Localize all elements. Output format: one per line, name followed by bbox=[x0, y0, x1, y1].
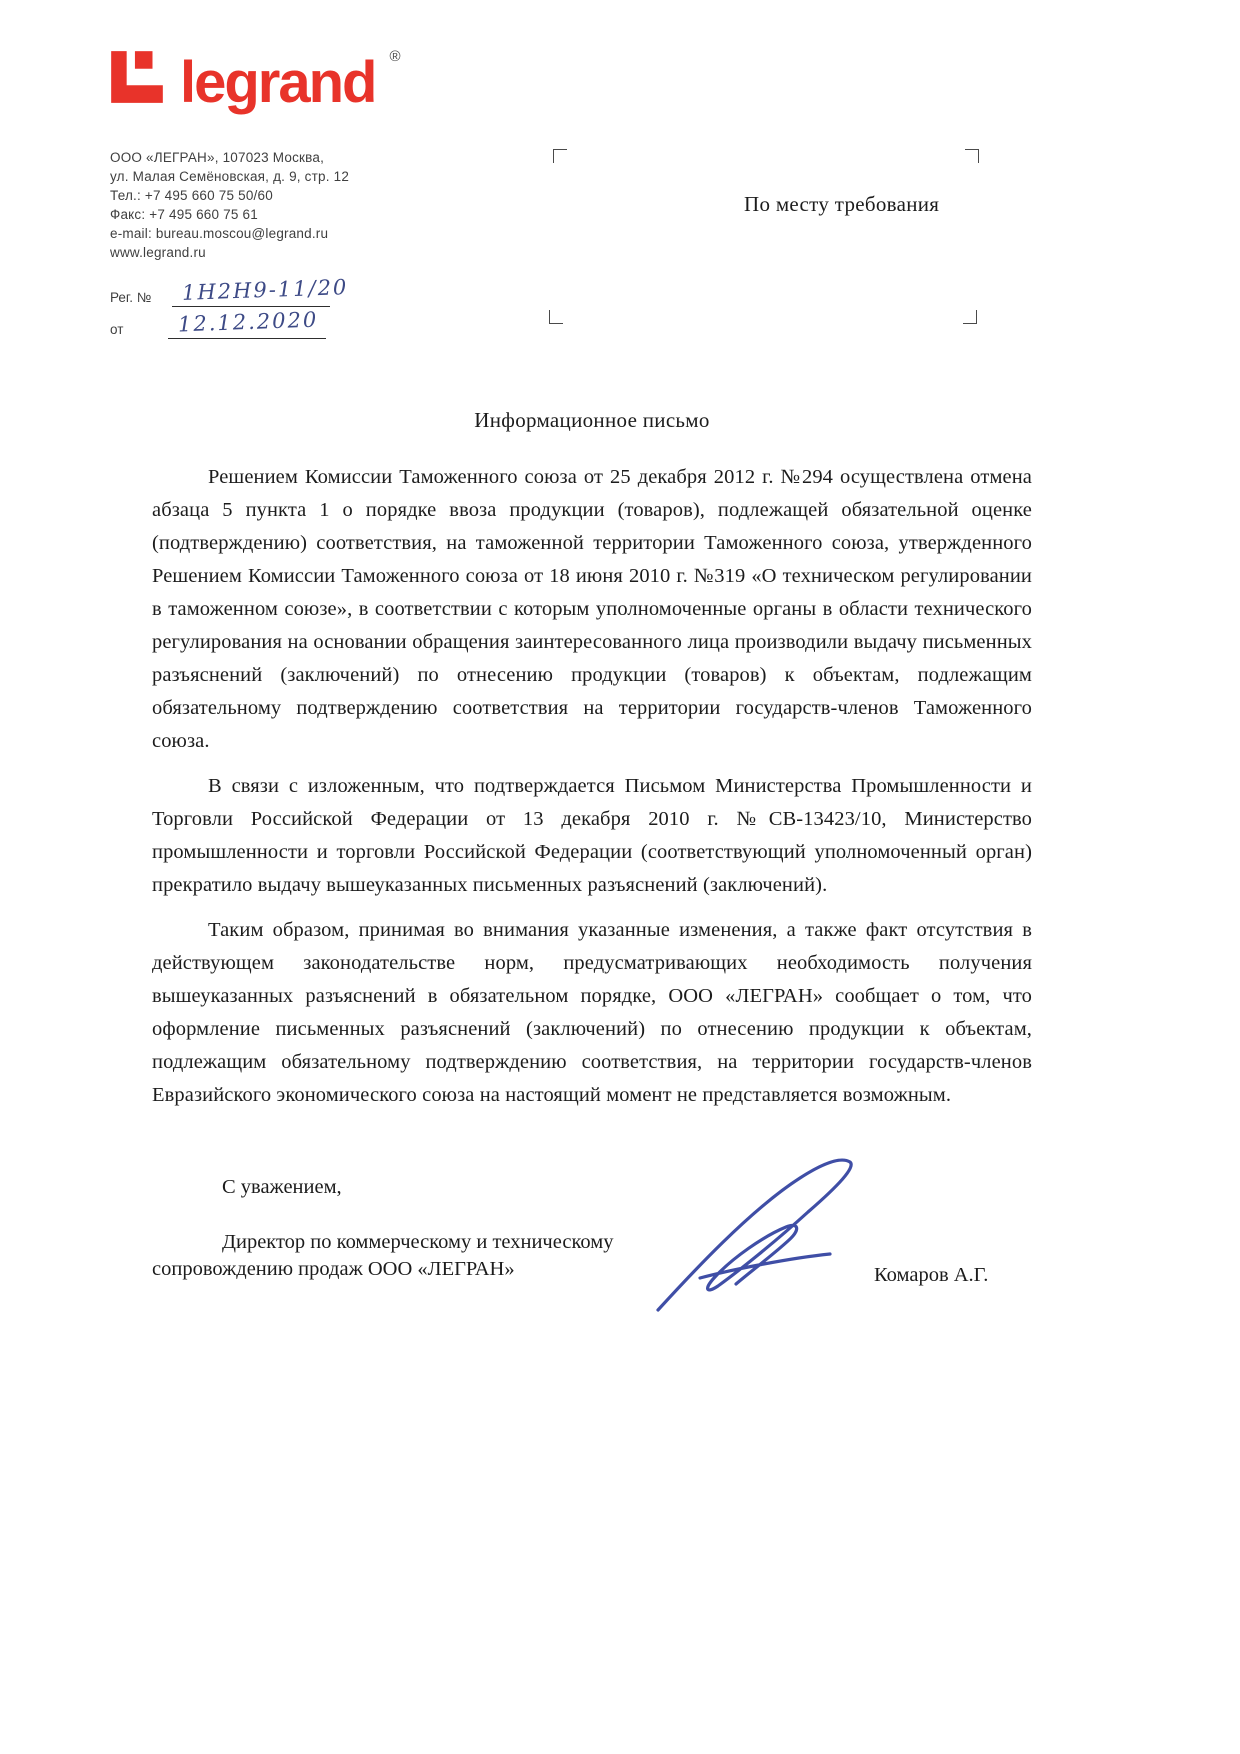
date-handwritten: 12.12.2020 bbox=[177, 307, 319, 337]
company-name-line: ООО «ЛЕГРАН», 107023 Москва, bbox=[110, 150, 325, 165]
closing-salutation: С уважением, bbox=[222, 1176, 342, 1198]
closing-block bbox=[152, 1176, 1032, 1199]
reg-number-handwritten: 1Н2Н9-11/20 bbox=[181, 275, 349, 305]
registered-trademark-icon: ® bbox=[389, 48, 401, 65]
company-fax-line: Факс: +7 495 660 75 61 bbox=[110, 207, 258, 222]
letter-paragraph: В связи с изложенным, что подтверждается Письмом Министерства Промышленности и Торговли Российской Федерации от 13 декабря 2010 г. №СВ-13423/10, Министерство промышленности и торговли Российской Федерации (соответствующий уполномоченный орган) прекратило выдачу вышеуказанных письменных разъяснений (заключений). bbox=[152, 775, 1032, 896]
letter-paragraph: Решением Комиссии Таможенного союза от 25 декабря 2012 г. №294 осуществлена отмена абзаца 5 пункта 1 о порядке ввоза продукции (товаров), подлежащей обязательной оценке (подтверждению) соответствия, на таможенной территории Таможенного союза, утвержденного Решением Комиссии Таможенного союза от 18 июня 2010 г. №319 «О техническом регулировании в таможенном союзе», в соответствии с которым уполномоченные органы в области технического регулирования на основании обращения заинтересованного лица производили выдачу письменных разъяснений (заключений) по отнесению продукции (товаров) к объектам, подлежащим обязательному подтверждению соответствия на территории государств-членов Таможенного союза. bbox=[152, 466, 1032, 752]
reg-number-label: Рег. № bbox=[110, 290, 152, 305]
company-contact-block bbox=[110, 148, 349, 262]
date-line bbox=[168, 338, 326, 339]
letter-title: Информационное письмо bbox=[474, 408, 710, 432]
address-corner-mark-top-right bbox=[965, 149, 979, 163]
signature-block bbox=[152, 1229, 1032, 1289]
company-phone-line: Тел.: +7 495 660 75 50/60 bbox=[110, 188, 273, 203]
legrand-logo-icon bbox=[106, 46, 168, 108]
date-label: от bbox=[110, 322, 124, 337]
signer-name: Комаров А.Г. bbox=[874, 1264, 989, 1286]
legrand-wordmark: legrand bbox=[180, 50, 376, 116]
recipient-line: По месту требования bbox=[744, 192, 940, 216]
letter-body bbox=[152, 408, 1032, 1289]
company-email-line: e-mail: bureau.moscou@legrand.ru bbox=[110, 226, 329, 241]
address-corner-mark-top-left bbox=[553, 149, 567, 163]
reg-number-line bbox=[172, 306, 330, 307]
company-website-line: www.legrand.ru bbox=[110, 245, 206, 260]
company-address-line: ул. Малая Семёновская, д. 9, стр. 12 bbox=[110, 169, 350, 184]
address-corner-mark-bottom-right bbox=[963, 310, 977, 324]
signer-role: Директор по коммерческому и техническому сопровождению продаж ООО «ЛЕГРАН» bbox=[152, 1231, 614, 1280]
letter-paragraph: Таким образом, принимая во внимания указанные изменения, а также факт отсутствия в действующем законодательстве норм, предусматривающих необходимость получения вышеуказанных разъяснений в обязательном порядке, ООО «ЛЕГРАН» сообщает о том, что оформление письменных разъяснений (заключений) по отнесению продукции к объектам, подлежащим обязательному подтверждению соответствия, на территории государств-членов Евразийского экономического союза на настоящий момент не представляется возможным. bbox=[152, 919, 1032, 1106]
legrand-logo bbox=[106, 46, 401, 116]
address-corner-mark-bottom-left bbox=[549, 310, 563, 324]
